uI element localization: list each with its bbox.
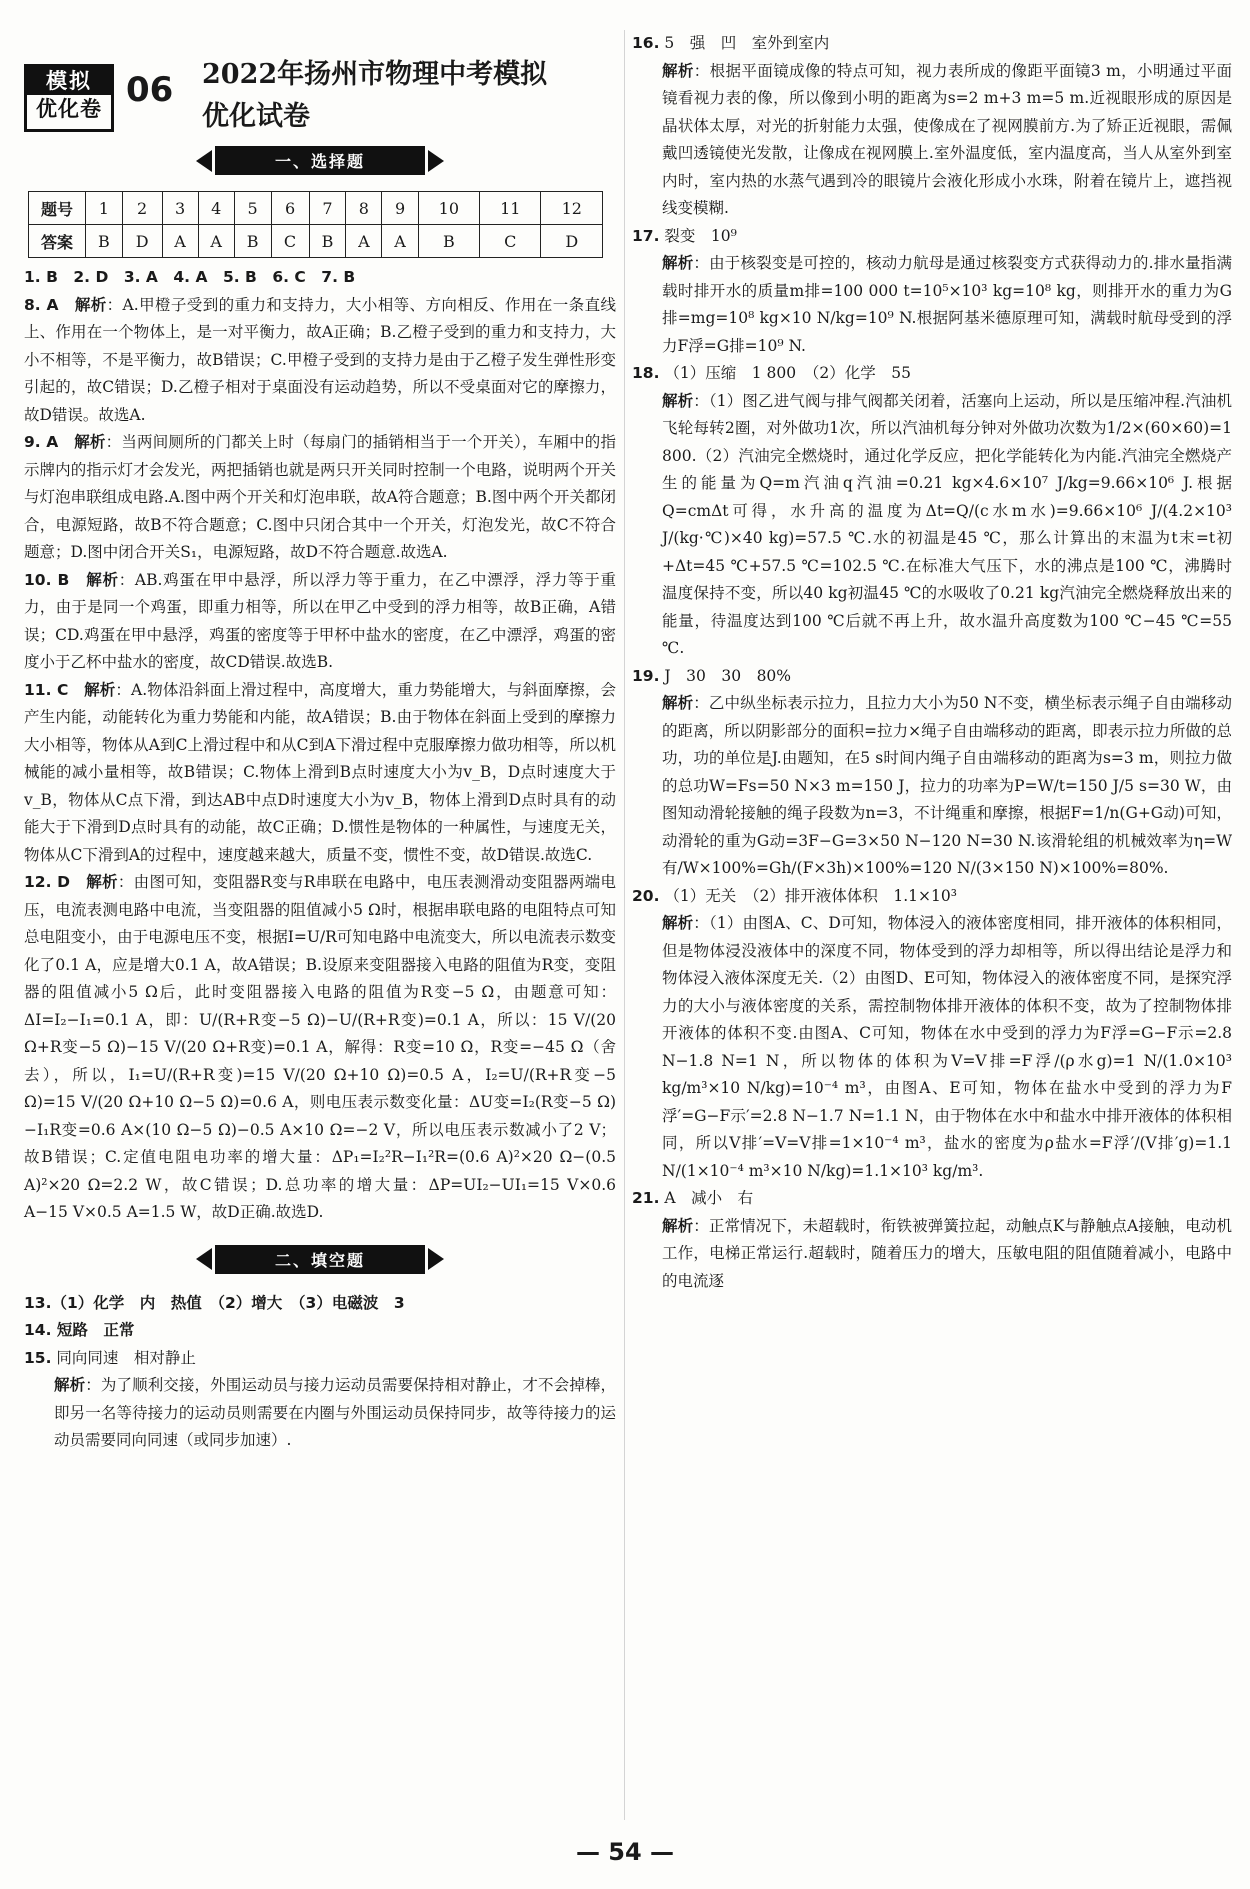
right-answers: [632, 30, 1232, 1295]
answer-17-explanation: 解析：由于核裂变是可控的，核动力航母是通过核裂变方式获得动力的.排水量指满载时排开水的质量m排=100 000 t=10⁵×10³ kg=10⁸ kg，则排开水的重力为G排=mg=10⁸ kg×10 N/kg=10⁹ N.根据阿基米德原理可知，满载时航母受到的浮力F浮=G排=10⁹ N.: [662, 254, 1232, 355]
section-heading-fill: [24, 1245, 616, 1274]
answer-8: 8. A 解析：A.甲橙子受到的重力和支持力，大小相等、方向相反、作用在一条直线上、作用在一个物体上，是一对平衡力，故A正确；B.乙橙子受到的重力和支持力，大小不相等，不是平衡力，故B错误；C.甲橙子受到的支持力是由于乙橙子发生弹性形变引起的，故C错误；D.乙橙子相对于桌面没有运动趋势，所以不受桌面对它的摩擦力，故D错误。故选A.: [24, 295, 616, 424]
left-arrow-icon: [196, 150, 212, 172]
table-cell: A: [198, 225, 234, 258]
table-cell: A: [162, 225, 198, 258]
answer-9: 9. A 解析：当两间厕所的门都关上时（每扇门的插销相当于一个开关），车厢中的指示牌内的指示灯才会发光，两把插销也就是两只开关同时控制一个电路，说明两个开关与灯泡串联组成电路.A.图中两个开关和灯泡串联，故A符合题意；B.图中两个开关都闭合，电源短路，故B不符合题意；C.图中只闭合其中一个开关，灯泡发光，故C不符合题意；D.图中闭合开关S₁，电源短路，故D不符合题意.故选A.: [24, 433, 616, 561]
badge-top: 模拟: [27, 67, 111, 95]
table-cell: 7: [309, 192, 346, 225]
answer-20: 20. （1）无关 （2）排开液体体积 1.1×10³: [632, 886, 957, 905]
section-title: 二、填空题: [215, 1245, 425, 1274]
left-column: [24, 30, 616, 1455]
table-cell: D: [122, 225, 162, 258]
answer-21-explanation: 解析：正常情况下，未超载时，衔铁被弹簧拉起，动触点K与静触点A接触，电动机工作，电梯正常运行.超载时，随着压力的增大，压敏电阻的阻值随着减小，电路中的电流逐: [662, 1216, 1232, 1290]
table-cell: 6: [271, 192, 309, 225]
answer-16-explanation: 解析：根据平面镜成像的特点可知，视力表所成的像距平面镜3 m，小明通过平面镜看视力表的像，所以像到小明的距离为s=2 m+3 m=5 m.近视眼形成的原因是晶状体太厚，对光的折射能力太强，使像成在了视网膜前方.为了矫正近视眼，需佩戴凹透镜使光发散，让像成在视网膜上.室外温度低，室内温度高，当人从室外到室内时，室内热的水蒸气遇到冷的眼镜片会液化形成小水珠，附着在镜片上，遮挡视线变模糊.: [662, 61, 1232, 217]
table-cell: B: [309, 225, 346, 258]
table-cell: C: [271, 225, 309, 258]
left-arrow-icon: [196, 1248, 212, 1270]
column-divider: [624, 30, 625, 1820]
table-cell: B: [86, 225, 123, 258]
answer-21: 21. A 减小 右: [632, 1189, 754, 1207]
answer-table: [28, 191, 603, 258]
table-cell: 11: [480, 192, 541, 225]
table-cell: 4: [198, 192, 234, 225]
answer-15-explanation: 解析：为了顺利交接，外围运动员与接力运动员需要保持相对静止，才不会掉棒，即另一名等待接力的运动员则需要在内圈与外围运动员保持同步，故等待接力的运动员需要同向同速（或同步加速）.: [54, 1376, 616, 1449]
row-label: 答案: [29, 225, 86, 258]
page-header: [24, 30, 616, 132]
section-heading-choice: [24, 146, 616, 175]
right-column: [632, 30, 1232, 1295]
answer-16: 16. 5 强 凹 室外到室内: [632, 34, 830, 52]
answer-19: 19. J 30 30 80%: [632, 666, 792, 685]
answer-12: 12. D 解析：由图可知，变阻器R变与R串联在电路中，电压表测滑动变阻器两端电压，电流表测电路中电流，当变阻器的阻值减小5 Ω时，根据串联电路的电阻特点可知总电阻变小，由于电源电压不变，根据I=U/R可知电路中电流变大，所以电流表示数变化了0.1 A，应是增大0.1 A，故A错误；B.设原来变阻器接入电路的阻值为R变，变阻器的阻值减小5 Ω后，此时变阻器接入电路的阻值为R变−5 Ω，由题意可知：ΔI=I₂−I₁=0.1 A，即：U/(R+R变−5 Ω)−U/(R+R变)=0.1 A，所以：15 V/(20 Ω+R变−5 Ω)−15 V/(20 Ω+R变)=0.1 A，解得：R变=10 Ω，R变=−45 Ω（舍去），所以，I₁=U/(R+R变)=15 V/(20 Ω+10 Ω)=0.5 A，I₂=U/(R+R变−5 Ω)=15 V/(20 Ω+10 Ω−5 Ω)=0.6 A，则电压表示数变化量：ΔU变=I₂(R变−5 Ω)−I₁R变=0.6 A×(10 Ω−5 Ω)−0.5 A×10 Ω=−2 V，所以电压表示数减小了2 V；故B错误；C.定值电阻电功率的增大量：ΔP₁=I₂²R−I₁²R=(0.6 A)²×20 Ω−(0.5 A)²×20 Ω=2.2 W，故C错误；D.总功率的增大量：ΔP=UI₂−UI₁=15 V×0.6 A−15 V×0.5 A=1.5 W，故D正确.故选D.: [24, 873, 616, 1221]
table-cell: 5: [234, 192, 271, 225]
table-cell: 8: [346, 192, 382, 225]
page-title: [202, 54, 547, 138]
row-label: 题号: [29, 192, 86, 225]
table-cell: 12: [541, 192, 603, 225]
right-arrow-icon: [428, 1248, 444, 1270]
answer-20-explanation: 解析：（1）由图A、C、D可知，物体浸入的液体密度相同，排开液体的体积相同，但是物体浸没液体中的深度不同，物体受到的浮力却相等，所以得出结论是浮力和物体浸入液体深度无关.（2）由图D、E可知，物体浸入的液体密度不同，是探究浮力的大小与液体密度的关系，需控制物体排开液体的体积不变，故为了控制物体排开液体的体积不变.由图A、C可知，物体在水中受到的浮力为F浮=G−F示=2.8 N−1.8 N=1 N，所以物体的体积为V=V排=F浮/(ρ水g)=1 N/(1.0×10³ kg/m³×10 N/kg)=10⁻⁴ m³，由图A、E可知，物体在盐水中受到的浮力为F浮′=G−F示′=2.8 N−1.7 N=1.1 N，由于物体在水中和盐水中排开液体的体积相同，所以V排′=V=V排=1×10⁻⁴ m³，盐水的密度为ρ盐水=F浮′/(V排′g)=1.1 N/(1×10⁻⁴ m³×10 N/kg)=1.1×10³ kg/m³.: [662, 914, 1232, 1180]
table-cell: 3: [162, 192, 198, 225]
answer-19-explanation: 解析：乙中纵坐标表示拉力，且拉力大小为50 N不变，横坐标表示绳子自由端移动的距离，所以阴影部分的面积=拉力×绳子自由端移动的距离，即表示拉力所做的总功，功的单位是J.由题知，在5 s时间内绳子自由端移动的距离为s=3 m，则拉力做的总功W=Fs=50 N×3 m=150 J，拉力的功率为P=W/t=150 J/5 s=30 W，由图知动滑轮接触的绳子段数为n=3，不计绳重和摩擦，根据F=1/n(G+G动)可知，动滑轮的重为G动=3F−G=3×50 N−120 N=30 N.该滑轮组的机械效率为η=W有/W×100%=Gh/(F×3h)×100%=120 N/(3×150 N)×100%=80%.: [662, 694, 1232, 877]
title-line-1: 2022年扬州市物理中考模拟: [202, 59, 548, 90]
answer-15: 15. 同向同速 相对静止: [24, 1348, 196, 1367]
table-cell: C: [480, 225, 541, 258]
page-number: — 54 —: [575, 1838, 675, 1866]
table-cell: 10: [418, 192, 479, 225]
table-cell: B: [418, 225, 479, 258]
exam-badge: [24, 64, 114, 132]
left-fill-answers: [24, 1290, 616, 1455]
answer-18-explanation: 解析：（1）图乙进气阀与排气阀都关闭着，活塞向上运动，所以是压缩冲程.汽油机飞轮每转2圈，对外做功1次，所以汽油机每分钟对外做功次数为1/2×(60×60)=1 800.（2）汽油完全燃烧时，通过化学反应，把化学能转化为内能.汽油完全燃烧产生的能量为Q=m汽油q汽油=0.21 kg×4.6×10⁷ J/kg=9.66×10⁶ J.根据Q=cmΔt可得，水升高的温度为Δt=Q/(c水m水)=9.66×10⁶ J/(4.2×10³ J/(kg·℃)×40 kg)=57.5 ℃.水的初温是45 ℃，那么计算出的末温为t末=t初+Δt=45 ℃+57.5 ℃=102.5 ℃.在标准大气压下，水的沸点是100 ℃，沸腾时温度保持不变，所以40 kg初温45 ℃的水吸收了0.21 kg汽油完全燃烧释放出来的能量，待温度达到100 ℃后就不再上升，故水温升高度数为100 ℃−45 ℃=55 ℃.: [662, 391, 1232, 657]
table-cell: A: [346, 225, 382, 258]
table-cell: 9: [382, 192, 418, 225]
answer-10: 10. B 解析：AB.鸡蛋在甲中悬浮，所以浮力等于重力，在乙中漂浮，浮力等于重力，由于是同一个鸡蛋，即重力相等，所以在甲乙中受到的浮力相等，故B正确，A错误；CD.鸡蛋在甲中悬浮，鸡蛋的密度等于甲杯中盐水的密度，在乙中漂浮，鸡蛋的密度小于乙杯中盐水的密度，故CD错误.故选B.: [24, 570, 616, 671]
answer-14: 14. 短路 正常: [24, 1321, 135, 1339]
right-arrow-icon: [428, 150, 444, 172]
title-line-2: 优化试卷: [202, 101, 310, 132]
table-row-numbers: [29, 192, 603, 225]
table-row-answers: [29, 225, 603, 258]
badge-bottom: 优化卷: [36, 97, 102, 121]
table-cell: 2: [122, 192, 162, 225]
left-answers: [24, 264, 616, 1227]
answer-17: 17. 裂变 10⁹: [632, 226, 737, 245]
badge-number: 06: [126, 70, 174, 110]
table-cell: B: [234, 225, 271, 258]
answer-18: 18. （1）压缩 1 800 （2）化学 55: [632, 364, 911, 382]
section-title: 一、选择题: [215, 146, 425, 175]
answer-11: 11. C 解析：A.物体沿斜面上滑过程中，高度增大，重力势能增大，与斜面摩擦，会产生内能，动能转化为重力势能和内能，故A错误；B.由于物体在斜面上受到的摩擦力大小相等，物体从A到C上滑过程中和从C到A下滑过程中克服摩擦力做功相等，所以机械能的减小量相等，故B错误；C.物体上滑到B点时速度大小为v_B，D点时速度大于v_B，物体从C点下滑，到达AB中点D时速度大小为v_B，物体上滑到D点时具有的动能大于下滑到D点时具有的动能，故C正确；D.惯性是物体的一种属性，与速度无关，物体从C下滑到A的过程中，速度越来越大，质量不变，惯性不变，故D错误.故选C.: [24, 680, 616, 864]
table-cell: 1: [86, 192, 123, 225]
answer-13: 13.（1）化学 内 热值 （2）增大 （3）电磁波 3: [24, 1293, 405, 1312]
answers-1-7: 1. B 2. D 3. A 4. A 5. B 6. C 7. B: [24, 268, 356, 286]
table-cell: A: [382, 225, 418, 258]
table-cell: D: [541, 225, 603, 258]
